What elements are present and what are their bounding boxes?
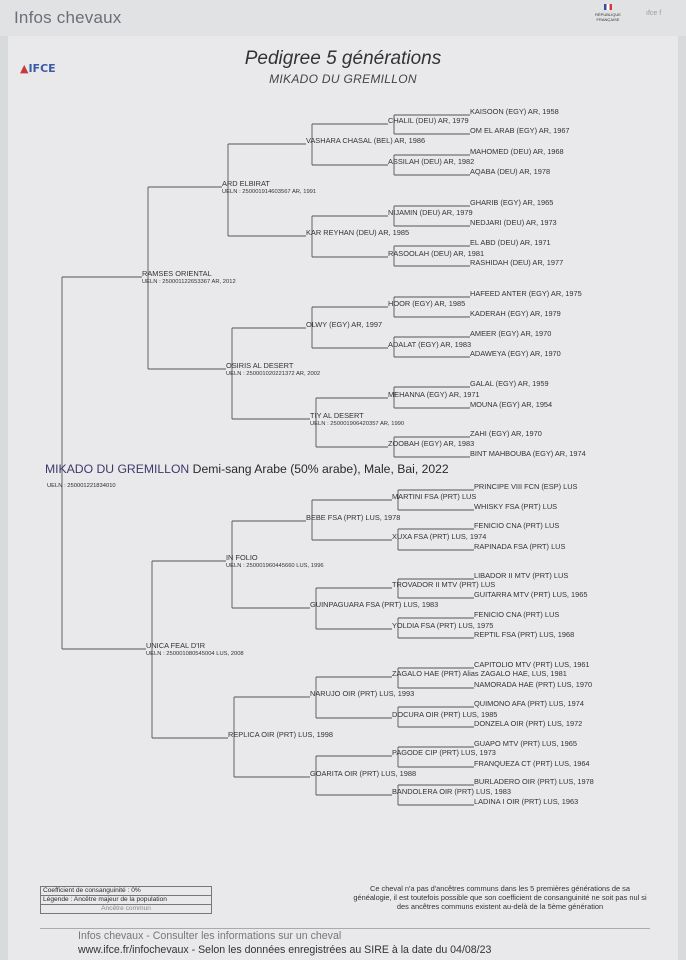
pedigree-node-g3f[interactable] bbox=[310, 601, 438, 609]
pedigree-node-g5n[interactable] bbox=[470, 401, 552, 409]
pedigree-node-label: MOUNA (EGY) AR, 1954 bbox=[470, 400, 553, 409]
pedigree-node-label: VASHARA CHASAL (BEL) AR, 1986 bbox=[306, 136, 426, 145]
pedigree-node-label: CAPITOLIO MTV (PRT) LUS, 1961 bbox=[474, 660, 590, 669]
pedigree-node-label: OM EL ARAB (EGY) AR, 1967 bbox=[470, 126, 570, 135]
pedigree-node-g5u[interactable] bbox=[474, 572, 568, 580]
pedigree-node-ueln: UELN : 250001122653367 AR, 2012 bbox=[142, 279, 236, 285]
pedigree-node-g5w[interactable] bbox=[474, 611, 559, 619]
pedigree-node-g4m[interactable] bbox=[392, 670, 567, 678]
pedigree-node-g5ac[interactable] bbox=[474, 740, 577, 748]
pedigree-node-g4d[interactable] bbox=[388, 250, 484, 258]
pedigree-node-label: LIBADOR II MTV (PRT) LUS bbox=[474, 571, 569, 580]
pedigree-node-g4c[interactable] bbox=[388, 209, 473, 217]
pedigree-node-label: MARTINI FSA (PRT) LUS bbox=[392, 492, 477, 501]
pedigree-node-g5x[interactable] bbox=[474, 631, 574, 639]
pedigree-node-label: RASOOLAH (DEU) AR, 1981 bbox=[388, 249, 485, 258]
pedigree-node-g5r[interactable] bbox=[474, 503, 557, 511]
pedigree-node-label: QUIMONO AFA (PRT) LUS, 1974 bbox=[474, 699, 584, 708]
pedigree-node-label: NIJAMIN (DEU) AR, 1979 bbox=[388, 208, 473, 217]
pedigree-node-label: FENICIO CNA (PRT) LUS bbox=[474, 521, 560, 530]
pedigree-node-label: NAMORADA HAE (PRT) LUS, 1970 bbox=[474, 680, 593, 689]
pedigree-node-g5v[interactable] bbox=[474, 591, 588, 599]
pedigree-node-label: DOCURA OIR (PRT) LUS, 1985 bbox=[392, 710, 498, 719]
partner-logo: ıfce f bbox=[646, 10, 662, 17]
pedigree-node-label: FENICIO CNA (PRT) LUS bbox=[474, 610, 560, 619]
page-title: Pedigree 5 générations bbox=[244, 48, 442, 69]
pedigree-node-label: OLWY (EGY) AR, 1997 bbox=[306, 320, 383, 329]
pedigree-node-label: FRANQUEZA CT (PRT) LUS, 1964 bbox=[474, 759, 590, 768]
pedigree-node-label: REPLICA OIR (PRT) LUS, 1998 bbox=[228, 730, 334, 739]
pedigree-node-g5q[interactable] bbox=[474, 483, 578, 491]
consanguinity-coefficient: Coefficient de consanguinité : 0% bbox=[40, 886, 212, 895]
pedigree-node-g4e[interactable] bbox=[388, 300, 465, 308]
pedigree-node-g4j[interactable] bbox=[392, 533, 486, 541]
pedigree-node-label: UNICA FEAL D'IR bbox=[146, 641, 206, 650]
pedigree-node-label: CHALIL (DEU) AR, 1979 bbox=[388, 116, 469, 125]
pedigree-node-label: BANDOLERA OIR (PRT) LUS, 1983 bbox=[392, 787, 511, 796]
pedigree-node-label: ZOOBAH (EGY) AR, 1983 bbox=[388, 439, 475, 448]
pedigree-node-label: GHARIB (EGY) AR, 1965 bbox=[470, 198, 554, 207]
pedigree-node-label: AQABA (DEU) AR, 1978 bbox=[470, 167, 551, 176]
pedigree-node-g3e[interactable] bbox=[306, 514, 400, 522]
pedigree-node-label: TROVADOR II MTV (PRT) LUS bbox=[392, 580, 496, 589]
pedigree-node-label: PRINCIPE VIII FCN (ESP) LUS bbox=[474, 482, 578, 491]
pedigree-node-g4k[interactable] bbox=[392, 581, 495, 589]
pedigree-node-label: KAISOON (EGY) AR, 1958 bbox=[470, 107, 559, 116]
consanguinity-note: Ce cheval n'a pas d'ancêtres communs dans les 5 premières générations de sa généalogie, il est toutefois possible que son coefficient de consanguinité ne soit pas nul si des ancêtres communs existent au-delà de la 5ème génération bbox=[353, 884, 647, 911]
pedigree-node-label: ADALAT (EGY) AR, 1983 bbox=[388, 340, 472, 349]
pedigree-node-label: EL ABD (DEU) AR, 1971 bbox=[470, 238, 551, 247]
pedigree-node-g4i[interactable] bbox=[392, 493, 476, 501]
pedigree-node-g5ad[interactable] bbox=[474, 760, 590, 768]
pedigree-node-g5o[interactable] bbox=[470, 430, 542, 438]
ifce-logo: ▲IFCE bbox=[20, 62, 56, 75]
pedigree-node-label: ZAHI (EGY) AR, 1970 bbox=[470, 429, 542, 438]
pedigree-node-g5f[interactable] bbox=[470, 219, 557, 227]
pedigree-node-label: KADERAH (EGY) AR, 1979 bbox=[470, 309, 561, 318]
pedigree-node-g5af[interactable] bbox=[474, 798, 578, 806]
pedigree-node-label: LADINA I OIR (PRT) LUS, 1963 bbox=[474, 797, 579, 806]
pedigree-node-g5e[interactable] bbox=[470, 199, 553, 207]
pedigree-node-label: DONZELA OIR (PRT) LUS, 1972 bbox=[474, 719, 583, 728]
pedigree-node-ueln: UELN : 250001914603567 AR, 1991 bbox=[222, 189, 317, 195]
pedigree-node-g5aa[interactable] bbox=[474, 700, 584, 708]
pedigree-node-g5d[interactable] bbox=[470, 168, 550, 176]
pedigree-node-label: AMEER (EGY) AR, 1970 bbox=[470, 329, 552, 338]
pedigree-node-label: KAR REYHAN (DEU) AR, 1985 bbox=[306, 228, 410, 237]
pedigree-node-g5k[interactable] bbox=[470, 330, 551, 338]
pedigree-node-g2d[interactable] bbox=[228, 731, 333, 739]
pedigree-node-label: RASHIDAH (DEU) AR, 1977 bbox=[470, 258, 564, 267]
pedigree-node-label: BINT MAHBOUBA (EGY) AR, 1974 bbox=[470, 449, 586, 458]
pedigree-node-g2c[interactable] bbox=[226, 554, 324, 570]
pedigree-node-g5i[interactable] bbox=[470, 290, 582, 298]
pedigree-node-g5b[interactable] bbox=[470, 127, 570, 135]
pedigree-node-label: ADAWEYA (EGY) AR, 1970 bbox=[470, 349, 561, 358]
pedigree-node-g4o[interactable] bbox=[392, 749, 496, 757]
subject-ueln: UELN : 250001221834010 bbox=[47, 483, 116, 489]
pedigree-node-label: PAGODE CIP (PRT) LUS, 1973 bbox=[392, 748, 496, 757]
pedigree-node-label: REPTIL FSA (PRT) LUS, 1968 bbox=[474, 630, 575, 639]
pedigree-node-ueln: UELN : 250001080545004 LUS, 2008 bbox=[146, 651, 244, 657]
pedigree-node-g5p[interactable] bbox=[470, 450, 586, 458]
pedigree-node-g5c[interactable] bbox=[470, 148, 564, 156]
pedigree-node-g4l[interactable] bbox=[392, 622, 493, 630]
pedigree-node-g3h[interactable] bbox=[310, 770, 416, 778]
pedigree-node-g5ab[interactable] bbox=[474, 720, 582, 728]
pedigree-node-g4g[interactable] bbox=[388, 391, 480, 399]
pedigree-node-g4a[interactable] bbox=[388, 117, 469, 125]
pedigree-node-label: RAMSES ORIENTAL bbox=[142, 269, 212, 278]
pedigree-node-g4f[interactable] bbox=[388, 341, 471, 349]
pedigree-node-ueln: UELN : 250001020221372 AR, 2002 bbox=[226, 371, 321, 377]
legend-major-ancestor: Légende : Ancêtre majeur de la population bbox=[40, 895, 212, 904]
pedigree-node-g5ae[interactable] bbox=[474, 778, 594, 786]
pedigree-node-label: HAFEED ANTER (EGY) AR, 1975 bbox=[470, 289, 582, 298]
pedigree-node-label: GUAPO MTV (PRT) LUS, 1965 bbox=[474, 739, 577, 748]
pedigree-node-g3d[interactable] bbox=[310, 412, 404, 428]
pedigree-node-g5a[interactable] bbox=[470, 108, 559, 116]
pedigree-node-g3a[interactable] bbox=[306, 137, 425, 145]
pedigree-node-label: YOLDIA FSA (PRT) LUS, 1975 bbox=[392, 621, 494, 630]
pedigree-node-label: OSIRIS AL DESERT bbox=[226, 361, 294, 370]
footer-line-2: www.ifce.fr/infochevaux - Selon les données enregistrées au SIRE à la date du 04/08/23 bbox=[78, 944, 492, 956]
pedigree-node-g2a[interactable] bbox=[222, 180, 316, 196]
subject-name: MIKADO DU GREMILLON bbox=[45, 462, 190, 476]
subject-description: Demi-sang Arabe (50% arabe), Male, Bai, 2022 bbox=[192, 462, 449, 476]
pedigree-node-g4n[interactable] bbox=[392, 711, 497, 719]
pedigree-node-g5l[interactable] bbox=[470, 350, 561, 358]
pedigree-node-label: BEBE FSA (PRT) LUS, 1978 bbox=[306, 513, 401, 522]
pedigree-node-ueln: UELN : 250001906420357 AR, 1990 bbox=[310, 421, 405, 427]
pedigree-node-g5z[interactable] bbox=[474, 681, 592, 689]
pedigree-node-g1a[interactable] bbox=[142, 270, 236, 286]
pedigree-node-label: BURLADERO OIR (PRT) LUS, 1978 bbox=[474, 777, 594, 786]
pedigree-node-ueln: UELN : 250001960445660 LUS, 1996 bbox=[226, 563, 324, 569]
pedigree-node-label: ASSILAH (DEU) AR, 1982 bbox=[388, 157, 475, 166]
pedigree-node-label: RAPINADA FSA (PRT) LUS bbox=[474, 542, 566, 551]
pedigree-node-g1b[interactable] bbox=[146, 642, 244, 658]
pedigree-node-g5g[interactable] bbox=[470, 239, 551, 247]
pedigree-node-label: MAHOMED (DEU) AR, 1968 bbox=[470, 147, 564, 156]
footer-line-1: Infos chevaux - Consulter les informations sur un cheval bbox=[78, 930, 342, 942]
pedigree-node-g5h[interactable] bbox=[470, 259, 563, 267]
pedigree-node-label: NEDJARI (DEU) AR, 1973 bbox=[470, 218, 557, 227]
pedigree-node-g4h[interactable] bbox=[388, 440, 474, 448]
pedigree-node-label: IN FOLIO bbox=[226, 553, 258, 562]
pedigree-node-label: XUXA FSA (PRT) LUS, 1974 bbox=[392, 532, 487, 541]
pedigree-node-g2b[interactable] bbox=[226, 362, 320, 378]
page-subtitle: MIKADO DU GREMILLON bbox=[269, 72, 417, 86]
pedigree-node-g5m[interactable] bbox=[470, 380, 549, 388]
pedigree-node-label: GUINPAGUARA FSA (PRT) LUS, 1983 bbox=[310, 600, 439, 609]
app-title: Infos chevaux bbox=[14, 8, 122, 27]
pedigree-node-g3b[interactable] bbox=[306, 229, 409, 237]
pedigree-node-g5j[interactable] bbox=[470, 310, 561, 318]
pedigree-node-g5t[interactable] bbox=[474, 543, 565, 551]
legend bbox=[40, 886, 212, 916]
legend-common-ancestor: Ancêtre commun bbox=[40, 904, 212, 914]
pedigree-node-label: WHISKY FSA (PRT) LUS bbox=[474, 502, 558, 511]
pedigree-node-g5s[interactable] bbox=[474, 522, 559, 530]
pedigree-node-label: GOARITA OIR (PRT) LUS, 1988 bbox=[310, 769, 417, 778]
pedigree-node-label: ARD ELBIRAT bbox=[222, 179, 270, 188]
pedigree-node-label: HOOR (EGY) AR, 1985 bbox=[388, 299, 466, 308]
pedigree-node-g5y[interactable] bbox=[474, 661, 590, 669]
pedigree-node-label: TIY AL DESERT bbox=[310, 411, 364, 420]
pedigree-node-g4p[interactable] bbox=[392, 788, 511, 796]
subject-horse bbox=[45, 462, 449, 476]
pedigree-node-label: GALAL (EGY) AR, 1959 bbox=[470, 379, 549, 388]
pedigree-node-g4b[interactable] bbox=[388, 158, 474, 166]
pedigree-node-label: GUITARRA MTV (PRT) LUS, 1965 bbox=[474, 590, 588, 599]
pedigree-node-label: ZAGALO HAE (PRT) Alias ZAGALO HAE, LUS, 1981 bbox=[392, 669, 567, 678]
pedigree-node-label: MEHANNA (EGY) AR, 1971 bbox=[388, 390, 480, 399]
pedigree-node-label: NARUJO OIR (PRT) LUS, 1993 bbox=[310, 689, 415, 698]
footer-divider bbox=[40, 928, 650, 929]
gov-logo-text: RÉPUBLIQUE FRANÇAISE bbox=[595, 12, 621, 22]
pedigree-node-g3c[interactable] bbox=[306, 321, 382, 329]
pedigree-node-g3g[interactable] bbox=[310, 690, 414, 698]
